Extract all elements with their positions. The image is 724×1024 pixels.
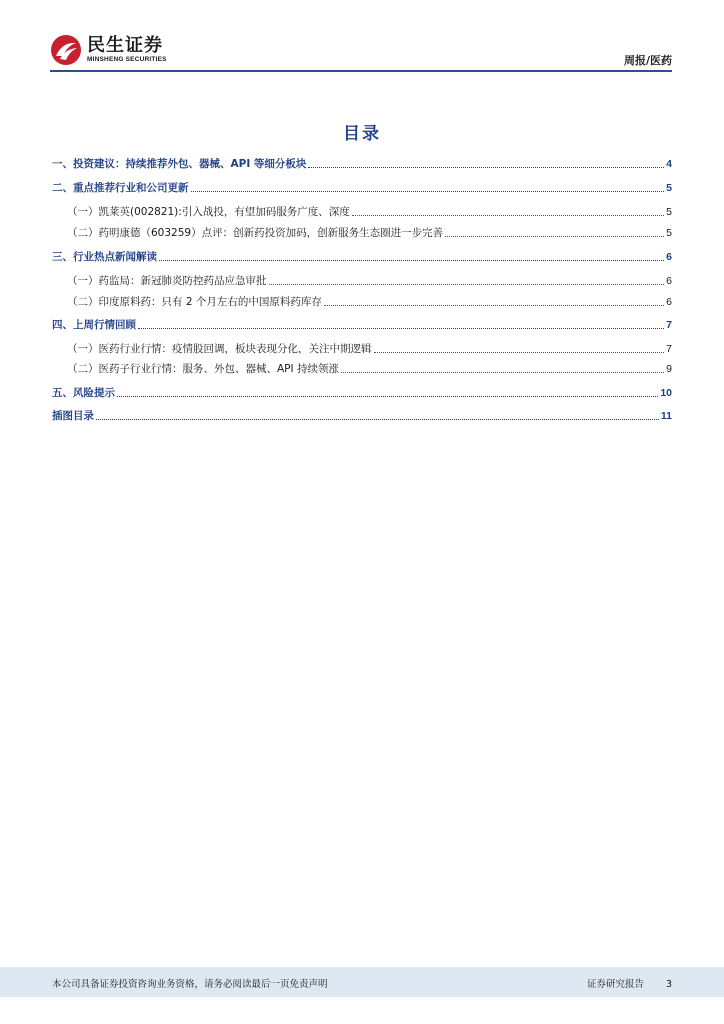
toc-title: 目录 xyxy=(343,124,381,144)
page-header xyxy=(0,0,724,75)
toc-subentry[interactable] xyxy=(52,205,672,220)
toc-entry-page: 5 xyxy=(666,227,672,239)
toc-entry[interactable] xyxy=(52,250,672,265)
footer-doc-type: 证券研究报告 xyxy=(586,979,644,990)
toc-entry-page: 11 xyxy=(660,410,672,422)
toc-leader xyxy=(159,259,664,261)
toc-entry[interactable] xyxy=(52,181,672,196)
toc-entry-label: （二）医药子行业行情：服务、外包、器械、API 持续领涨 xyxy=(67,363,339,375)
toc-entry-label: （一）药监局：新冠肺炎防控药品应急审批 xyxy=(67,275,267,287)
toc-entry-page: 6 xyxy=(666,275,672,287)
toc-entry[interactable] xyxy=(52,318,672,333)
toc-leader xyxy=(191,190,665,192)
toc-entry-label: （一）凯莱英(002821):引入战投，有望加码服务广度、深度 xyxy=(67,206,350,218)
footer-meta xyxy=(587,976,672,990)
toc-entry-page: 10 xyxy=(660,387,672,399)
toc-entry-page: 6 xyxy=(666,296,672,308)
toc-entry[interactable] xyxy=(52,409,672,424)
toc-entry-label: （二）印度原料药：只有 2 个月左右的中国原料药库存 xyxy=(67,296,322,308)
toc-subentry[interactable] xyxy=(52,295,672,310)
toc-leader xyxy=(324,304,664,306)
toc-entry-label: （一）医药行业行情：疫情股回调，板块表现分化，关注中期逻辑 xyxy=(67,343,372,355)
toc-leader xyxy=(352,214,664,216)
report-tag: 周报/医药 xyxy=(623,54,672,67)
footer-disclaimer: 本公司具备证券投资咨询业务资格，请务必阅读最后一页免责声明 xyxy=(52,979,328,990)
toc-entry-label: 四、上周行情回顾 xyxy=(52,319,136,331)
toc-entry-page: 6 xyxy=(666,251,672,263)
toc-leader xyxy=(117,395,658,397)
toc-entry-page: 5 xyxy=(666,206,672,218)
toc-subentry[interactable] xyxy=(52,226,672,241)
toc-leader xyxy=(269,283,665,285)
toc-subentry[interactable] xyxy=(52,274,672,289)
toc-entry-page: 5 xyxy=(666,182,672,194)
toc-leader xyxy=(138,327,664,329)
toc-entry-label: 二、重点推荐行业和公司更新 xyxy=(52,182,189,194)
toc-entry[interactable] xyxy=(52,386,672,401)
toc-leader xyxy=(445,235,664,237)
toc-entry-page: 9 xyxy=(666,363,672,375)
toc-leader xyxy=(96,418,659,420)
toc-leader xyxy=(374,351,665,353)
header-divider xyxy=(50,70,672,72)
toc-entry-page: 7 xyxy=(666,343,672,355)
minsheng-logo-icon xyxy=(50,34,82,66)
toc-subentry[interactable] xyxy=(52,342,672,357)
toc-leader xyxy=(341,371,664,373)
toc-entry-label: （二）药明康德（603259）点评：创新药投资加码，创新服务生态圈进一步完善 xyxy=(67,227,444,239)
toc-entry-label: 三、行业热点新闻解读 xyxy=(52,251,157,263)
toc-subentry[interactable] xyxy=(52,362,672,377)
brand-logo xyxy=(50,34,167,66)
toc-entry-label: 五、风险提示 xyxy=(52,387,115,399)
toc-entry-label: 插图目录 xyxy=(52,410,94,422)
footer-page-number: 3 xyxy=(665,979,672,990)
toc-entry[interactable] xyxy=(52,157,672,172)
toc-entry-label: 一、投资建议：持续推荐外包、器械、API 等细分板块 xyxy=(52,158,307,170)
brand-name-en: MINSHENG SECURITIES xyxy=(87,56,167,63)
brand-name-cn: 民生证券 xyxy=(87,35,163,56)
toc-entry-page: 4 xyxy=(666,158,672,170)
toc-leader xyxy=(308,166,664,168)
toc-entry-page: 7 xyxy=(666,319,672,331)
